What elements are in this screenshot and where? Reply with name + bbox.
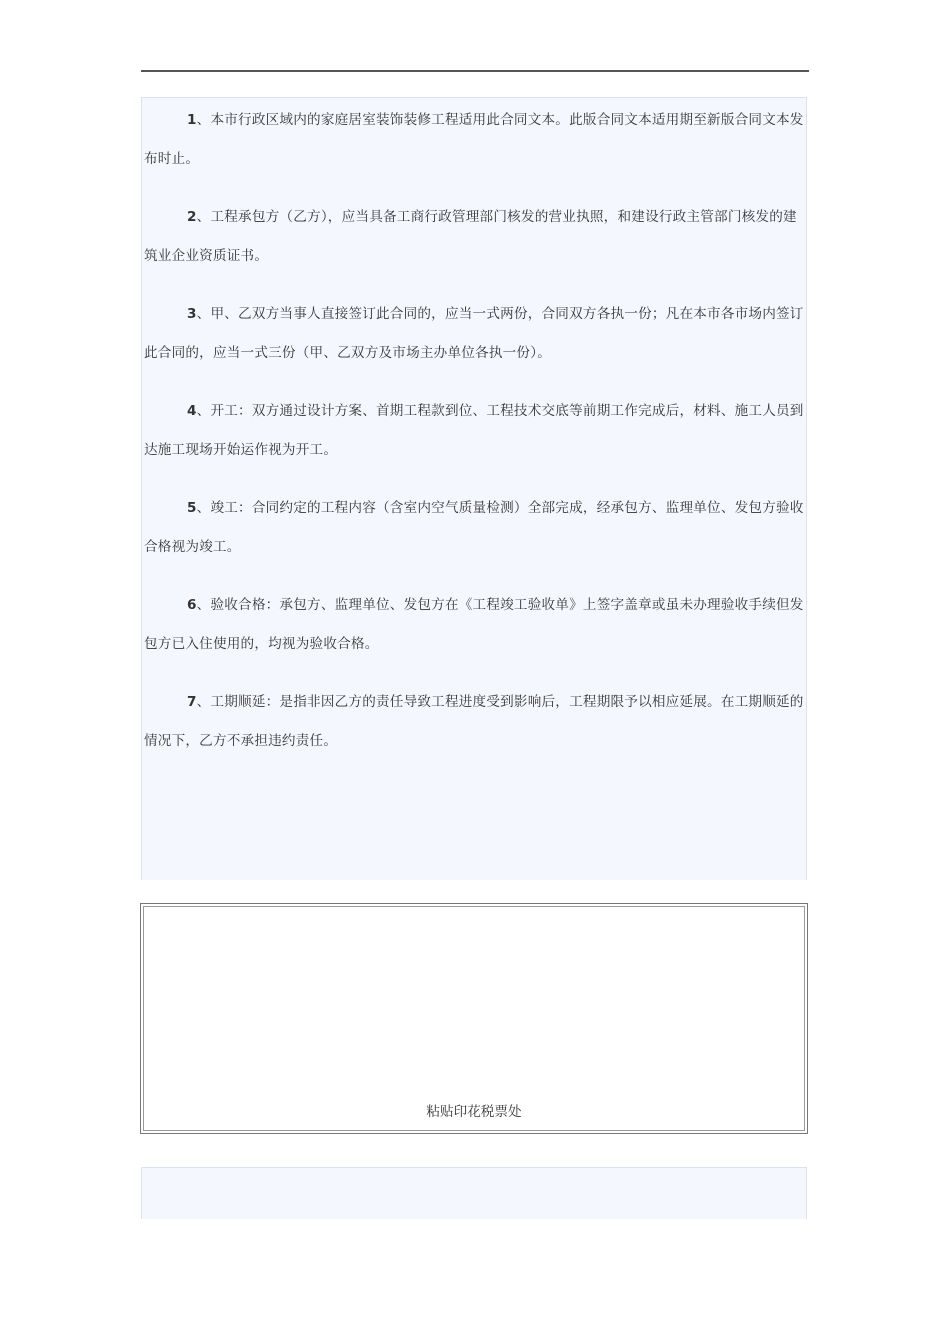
note-text: 、验收合格：承包方、监理单位、发包方在《工程竣工验收单》上签字盖章或虽未办理验收手续但发包方已入住使用的，均视为验收合格。 [144, 597, 804, 652]
note-text: 、竣工：合同约定的工程内容（含室内空气质量检测）全部完成，经承包方、监理单位、发包方验收合格视为竣工。 [144, 500, 804, 555]
note-number: 7 [187, 694, 197, 710]
note-number: 3 [187, 306, 197, 322]
tax-stamp-inner-border [143, 906, 805, 1131]
note-item-3 [144, 295, 804, 373]
note-text: 、工期顺延：是指非因乙方的责任导致工程进度受到影响后，工程期限予以相应延展。在工期顺延的情况下，乙方不承担违约责任。 [144, 694, 804, 749]
tax-stamp-area [140, 903, 808, 1134]
note-text: 、开工：双方通过设计方案、首期工程款到位、工程技术交底等前期工作完成后，材料、施工人员到达施工现场开始运作视为开工。 [144, 403, 804, 458]
note-number: 5 [187, 500, 197, 516]
note-text: 、甲、乙双方当事人直接签订此合同的，应当一式两份，合同双方各执一份；凡在本市各市场内签订此合同的，应当一式三份（甲、乙双方及市场主办单位各执一份）。 [144, 306, 804, 361]
note-number: 2 [187, 209, 197, 225]
note-number: 4 [187, 403, 197, 419]
contract-notes-panel [141, 97, 807, 880]
header-rule [141, 70, 809, 72]
note-number: 6 [187, 597, 197, 613]
note-text: 、工程承包方（乙方），应当具备工商行政管理部门核发的营业执照，和建设行政主管部门核发的建筑业企业资质证书。 [144, 209, 797, 264]
note-item-4 [144, 392, 804, 470]
note-item-5 [144, 489, 804, 567]
note-item-6 [144, 586, 804, 664]
note-item-1 [144, 101, 804, 179]
note-text: 、本市行政区域内的家庭居室装饰装修工程适用此合同文本。此版合同文本适用期至新版合同文本发布时止。 [144, 112, 804, 167]
tax-stamp-label: 粘贴印花税票处 [426, 1104, 522, 1120]
note-item-7 [144, 683, 804, 761]
next-section-panel [141, 1167, 807, 1219]
note-item-2 [144, 198, 804, 276]
note-number: 1 [187, 112, 197, 128]
